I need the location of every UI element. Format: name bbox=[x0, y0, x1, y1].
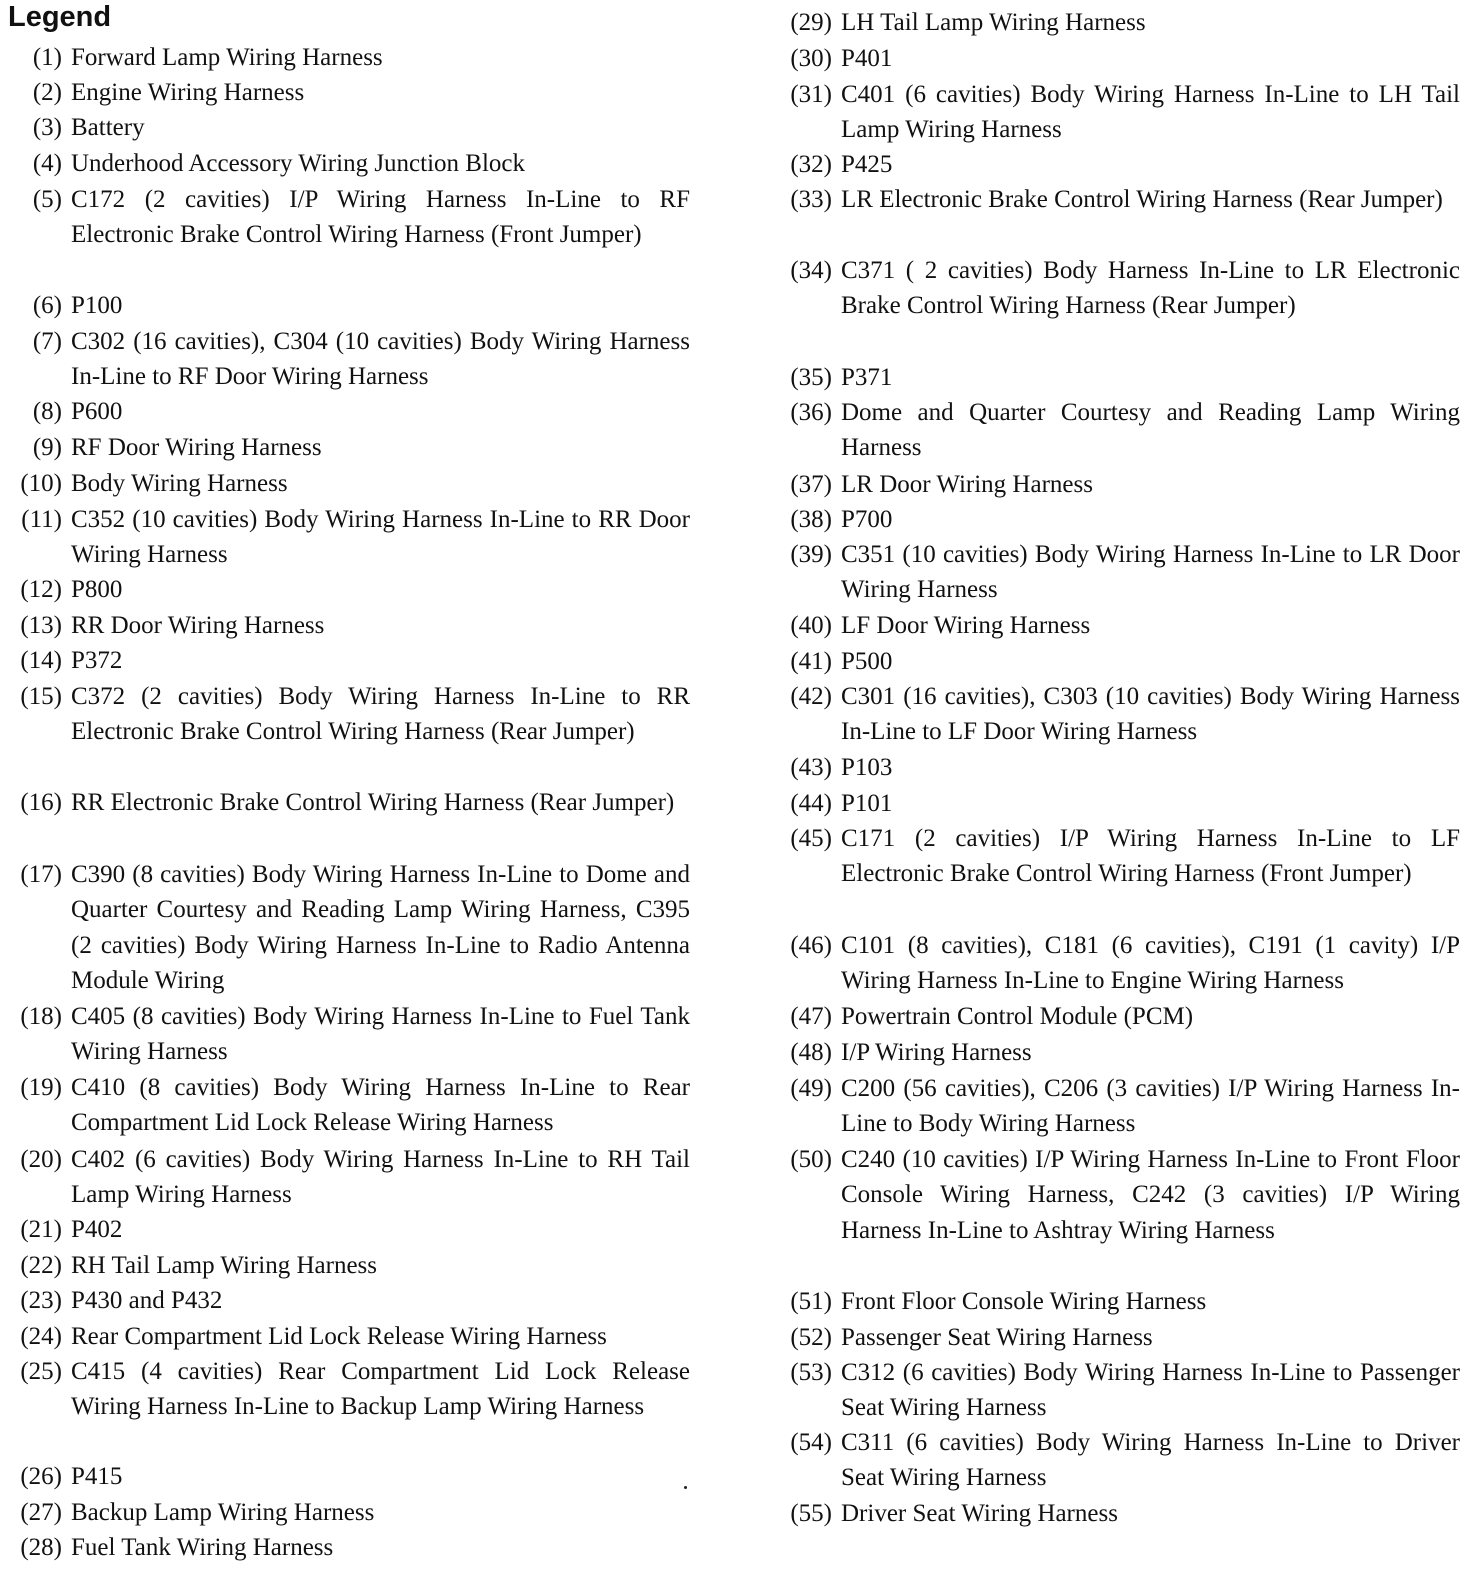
legend-item-number: (4) bbox=[32, 150, 62, 177]
legend-item bbox=[770, 77, 1460, 148]
legend-item bbox=[770, 253, 1460, 324]
legend-item bbox=[770, 1355, 1460, 1426]
legend-item bbox=[0, 999, 690, 1070]
legend-item-number: (3) bbox=[32, 114, 62, 141]
legend-item bbox=[0, 857, 690, 999]
legend-item-text: Forward Lamp Wiring Harness bbox=[71, 44, 383, 71]
legend-item bbox=[770, 679, 1460, 750]
legend-item bbox=[0, 430, 690, 465]
legend-item-number: (40) bbox=[790, 612, 832, 639]
legend-item-text: Battery bbox=[71, 114, 145, 141]
legend-item-number: (18) bbox=[20, 1003, 62, 1030]
legend-item-text: P600 bbox=[71, 398, 123, 425]
legend-item-number: (32) bbox=[790, 151, 832, 178]
legend-item-number: (38) bbox=[790, 506, 832, 533]
legend-item-text: LR Electronic Brake Control Wiring Harness (Rear Jumper) bbox=[841, 186, 1443, 213]
legend-item-number: (16) bbox=[20, 789, 62, 816]
legend-item-text: C200 (56 cavities), C206 (3 cavities) I/P Wiring Harness In-Line to Body Wiring Harness bbox=[841, 1075, 1460, 1138]
legend-item-number: (45) bbox=[790, 825, 832, 852]
legend-item bbox=[0, 1070, 690, 1141]
legend-item-number: (36) bbox=[790, 399, 832, 426]
legend-item bbox=[770, 182, 1460, 217]
legend-item-number: (50) bbox=[790, 1146, 832, 1173]
legend-item-number: (53) bbox=[790, 1359, 832, 1386]
legend-item bbox=[770, 928, 1460, 999]
legend-item bbox=[770, 786, 1460, 821]
legend-item-text: Underhood Accessory Wiring Junction Block bbox=[71, 150, 526, 177]
legend-item bbox=[0, 1530, 690, 1565]
legend-item bbox=[770, 1035, 1460, 1070]
legend-item bbox=[770, 147, 1460, 182]
legend-item-text: P402 bbox=[71, 1216, 123, 1243]
legend-item-text: Dome and Quarter Courtesy and Reading Lamp Wiring Harness bbox=[841, 399, 1460, 462]
legend-item-number: (44) bbox=[790, 790, 832, 817]
legend-item bbox=[770, 395, 1460, 466]
legend-item-text: C390 (8 cavities) Body Wiring Harness In-Line to Dome and Quarter Courtesy and Reading Lamp Wiring Harness, C395 (2 cavities) Body Wiring Harness In-Line to Radio Antenna Module Wiring bbox=[71, 861, 690, 995]
legend-item bbox=[0, 785, 690, 820]
legend-item-number: (1) bbox=[32, 44, 62, 71]
legend-item-number: (35) bbox=[790, 364, 832, 391]
legend-item-text: LH Tail Lamp Wiring Harness bbox=[841, 9, 1146, 36]
legend-item bbox=[770, 1071, 1460, 1142]
legend-item-text: P103 bbox=[841, 754, 893, 781]
legend-item-number: (39) bbox=[790, 541, 832, 568]
legend-item-number: (34) bbox=[790, 257, 832, 284]
legend-item-text: LR Door Wiring Harness bbox=[841, 471, 1093, 498]
legend-item-text: Driver Seat Wiring Harness bbox=[841, 1500, 1118, 1527]
legend-item bbox=[770, 537, 1460, 608]
legend-item-number: (48) bbox=[790, 1039, 832, 1066]
legend-item bbox=[770, 1142, 1460, 1248]
legend-item bbox=[770, 1284, 1460, 1319]
legend-item-number: (9) bbox=[32, 434, 62, 461]
legend-item bbox=[0, 75, 690, 110]
legend-item-text: C405 (8 cavities) Body Wiring Harness In-Line to Fuel Tank Wiring Harness bbox=[71, 1003, 690, 1066]
legend-item-text: C240 (10 cavities) I/P Wiring Harness In-Line to Front Floor Console Wiring Harness, C242 (3 cavities) I/P Wiring Harness In-Line to Ashtray Wiring Harness bbox=[841, 1146, 1460, 1244]
legend-item-text: Powertrain Control Module (PCM) bbox=[841, 1003, 1194, 1030]
legend-item bbox=[0, 466, 690, 501]
legend-item bbox=[770, 999, 1460, 1034]
legend-item-text: P430 and P432 bbox=[71, 1287, 223, 1314]
legend-item-text: P401 bbox=[841, 45, 893, 72]
legend-item-number: (46) bbox=[790, 932, 832, 959]
legend-item-number: (2) bbox=[32, 79, 62, 106]
legend-item bbox=[0, 1319, 690, 1354]
legend-item bbox=[770, 608, 1460, 643]
legend-item-text: Engine Wiring Harness bbox=[71, 79, 305, 106]
legend-item-number: (17) bbox=[20, 861, 62, 888]
legend-item bbox=[0, 1459, 690, 1494]
legend-item-number: (23) bbox=[20, 1287, 62, 1314]
legend-item-text: C372 (2 cavities) Body Wiring Harness In-Line to RR Electronic Brake Control Wiring Harness (Rear Jumper) bbox=[71, 683, 690, 746]
legend-item-number: (52) bbox=[790, 1324, 832, 1351]
legend-item-number: (47) bbox=[790, 1003, 832, 1030]
legend-item-number: (28) bbox=[20, 1534, 62, 1561]
legend-item-text: Rear Compartment Lid Lock Release Wiring Harness bbox=[71, 1323, 607, 1350]
legend-item-text: P371 bbox=[841, 364, 893, 391]
legend-item bbox=[0, 1142, 690, 1213]
legend-item-text: C311 (6 cavities) Body Wiring Harness In-Line to Driver Seat Wiring Harness bbox=[841, 1429, 1460, 1492]
legend-item bbox=[0, 1248, 690, 1283]
legend-item bbox=[0, 182, 690, 253]
legend-item-number: (37) bbox=[790, 471, 832, 498]
legend-item-text: I/P Wiring Harness bbox=[841, 1039, 1032, 1066]
legend-item bbox=[0, 110, 690, 145]
legend-item bbox=[770, 467, 1460, 502]
legend-item bbox=[0, 643, 690, 678]
legend-item-number: (15) bbox=[20, 683, 62, 710]
stray-dot bbox=[684, 1486, 687, 1489]
legend-item bbox=[770, 5, 1460, 40]
legend-item bbox=[770, 360, 1460, 395]
legend-item bbox=[0, 1354, 690, 1425]
legend-item-text: P415 bbox=[71, 1463, 123, 1490]
legend-item-text: RH Tail Lamp Wiring Harness bbox=[71, 1252, 377, 1279]
legend-item bbox=[770, 644, 1460, 679]
legend-item-number: (54) bbox=[790, 1429, 832, 1456]
legend-item-number: (13) bbox=[20, 612, 62, 639]
legend-item bbox=[0, 146, 690, 181]
legend-item-text: RF Door Wiring Harness bbox=[71, 434, 322, 461]
legend-item bbox=[0, 324, 690, 395]
legend-item bbox=[770, 1320, 1460, 1355]
legend-item-number: (30) bbox=[790, 45, 832, 72]
legend-item-text: C312 (6 cavities) Body Wiring Harness In-Line to Passenger Seat Wiring Harness bbox=[841, 1359, 1460, 1422]
legend-item-number: (5) bbox=[32, 186, 62, 213]
legend-item bbox=[0, 679, 690, 750]
legend-item-number: (25) bbox=[20, 1358, 62, 1385]
legend-item-text: Backup Lamp Wiring Harness bbox=[71, 1499, 375, 1526]
legend-item-text: C301 (16 cavities), C303 (10 cavities) Body Wiring Harness In-Line to LF Door Wiring Harness bbox=[841, 683, 1460, 746]
legend-item bbox=[770, 1496, 1460, 1531]
legend-item-text: P425 bbox=[841, 151, 893, 178]
legend-item bbox=[770, 1425, 1460, 1496]
legend-item bbox=[0, 502, 690, 573]
legend-item-number: (14) bbox=[20, 647, 62, 674]
legend-item-text: P500 bbox=[841, 648, 893, 675]
legend-item bbox=[0, 572, 690, 607]
legend-item bbox=[770, 502, 1460, 537]
legend-item-text: RR Electronic Brake Control Wiring Harness (Rear Jumper) bbox=[71, 789, 675, 816]
legend-item-text: C302 (16 cavities), C304 (10 cavities) Body Wiring Harness In-Line to RF Door Wiring Harness bbox=[71, 328, 690, 391]
legend-item bbox=[0, 608, 690, 643]
legend-item-number: (29) bbox=[790, 9, 832, 36]
legend-item bbox=[0, 394, 690, 429]
legend-item-text: C172 (2 cavities) I/P Wiring Harness In-Line to RF Electronic Brake Control Wiring Harness (Front Jumper) bbox=[71, 186, 690, 249]
legend-item-text: P700 bbox=[841, 506, 893, 533]
legend-item-text: P100 bbox=[71, 292, 123, 319]
legend-item-number: (22) bbox=[20, 1252, 62, 1279]
legend-item-number: (51) bbox=[790, 1288, 832, 1315]
legend-item-number: (20) bbox=[20, 1146, 62, 1173]
legend-item-number: (41) bbox=[790, 648, 832, 675]
legend-item-text: C401 (6 cavities) Body Wiring Harness In-Line to LH Tail Lamp Wiring Harness bbox=[841, 81, 1460, 144]
legend-item bbox=[770, 750, 1460, 785]
legend-heading: Legend bbox=[8, 1, 112, 33]
legend-item-text: RR Door Wiring Harness bbox=[71, 612, 325, 639]
legend-item-number: (8) bbox=[32, 398, 62, 425]
legend-item-text: Fuel Tank Wiring Harness bbox=[71, 1534, 334, 1561]
legend-item bbox=[0, 40, 690, 75]
legend-item-number: (42) bbox=[790, 683, 832, 710]
legend-item-text: Front Floor Console Wiring Harness bbox=[841, 1288, 1207, 1315]
legend-item-text: P800 bbox=[71, 576, 123, 603]
legend-item-text: Passenger Seat Wiring Harness bbox=[841, 1324, 1153, 1351]
legend-item-number: (10) bbox=[20, 470, 62, 497]
legend-item-number: (27) bbox=[20, 1499, 62, 1526]
legend-item bbox=[0, 1283, 690, 1318]
legend-item-number: (31) bbox=[790, 81, 832, 108]
legend-item-text: C410 (8 cavities) Body Wiring Harness In-Line to Rear Compartment Lid Lock Release Wiring Harness bbox=[71, 1074, 690, 1137]
legend-item-number: (7) bbox=[32, 328, 62, 355]
legend-item-number: (55) bbox=[790, 1500, 832, 1527]
legend-item-text: P101 bbox=[841, 790, 893, 817]
legend-item-number: (12) bbox=[20, 576, 62, 603]
legend-item-number: (26) bbox=[20, 1463, 62, 1490]
legend-item-number: (19) bbox=[20, 1074, 62, 1101]
legend-item-number: (33) bbox=[790, 186, 832, 213]
legend-item-text: P372 bbox=[71, 647, 123, 674]
legend-item-text: C171 (2 cavities) I/P Wiring Harness In-Line to LF Electronic Brake Control Wiring Harness (Front Jumper) bbox=[841, 825, 1460, 888]
legend-item-text: C415 (4 cavities) Rear Compartment Lid Lock Release Wiring Harness In-Line to Backup Lamp Wiring Harness bbox=[71, 1358, 690, 1421]
legend-item bbox=[0, 288, 690, 323]
legend-item-text: LF Door Wiring Harness bbox=[841, 612, 1091, 639]
legend-item-text: C352 (10 cavities) Body Wiring Harness In-Line to RR Door Wiring Harness bbox=[71, 506, 690, 569]
legend-item bbox=[0, 1495, 690, 1530]
legend-item bbox=[770, 821, 1460, 892]
legend-item-text: C101 (8 cavities), C181 (6 cavities), C191 (1 cavity) I/P Wiring Harness In-Line to Engine Wiring Harness bbox=[841, 932, 1460, 995]
legend-item-number: (49) bbox=[790, 1075, 832, 1102]
legend-item-number: (6) bbox=[32, 292, 62, 319]
legend-item-text: C351 (10 cavities) Body Wiring Harness In-Line to LR Door Wiring Harness bbox=[841, 541, 1460, 604]
legend-item-number: (43) bbox=[790, 754, 832, 781]
legend-item bbox=[0, 1212, 690, 1247]
legend-item-text: Body Wiring Harness bbox=[71, 470, 288, 497]
legend-item-number: (11) bbox=[21, 506, 62, 533]
legend-item-text: C402 (6 cavities) Body Wiring Harness In-Line to RH Tail Lamp Wiring Harness bbox=[71, 1146, 690, 1209]
legend-item-text: C371 ( 2 cavities) Body Harness In-Line to LR Electronic Brake Control Wiring Harness (Rear Jumper) bbox=[841, 257, 1460, 320]
legend-item bbox=[770, 41, 1460, 76]
legend-item-number: (21) bbox=[20, 1216, 62, 1243]
legend-item-number: (24) bbox=[20, 1323, 62, 1350]
